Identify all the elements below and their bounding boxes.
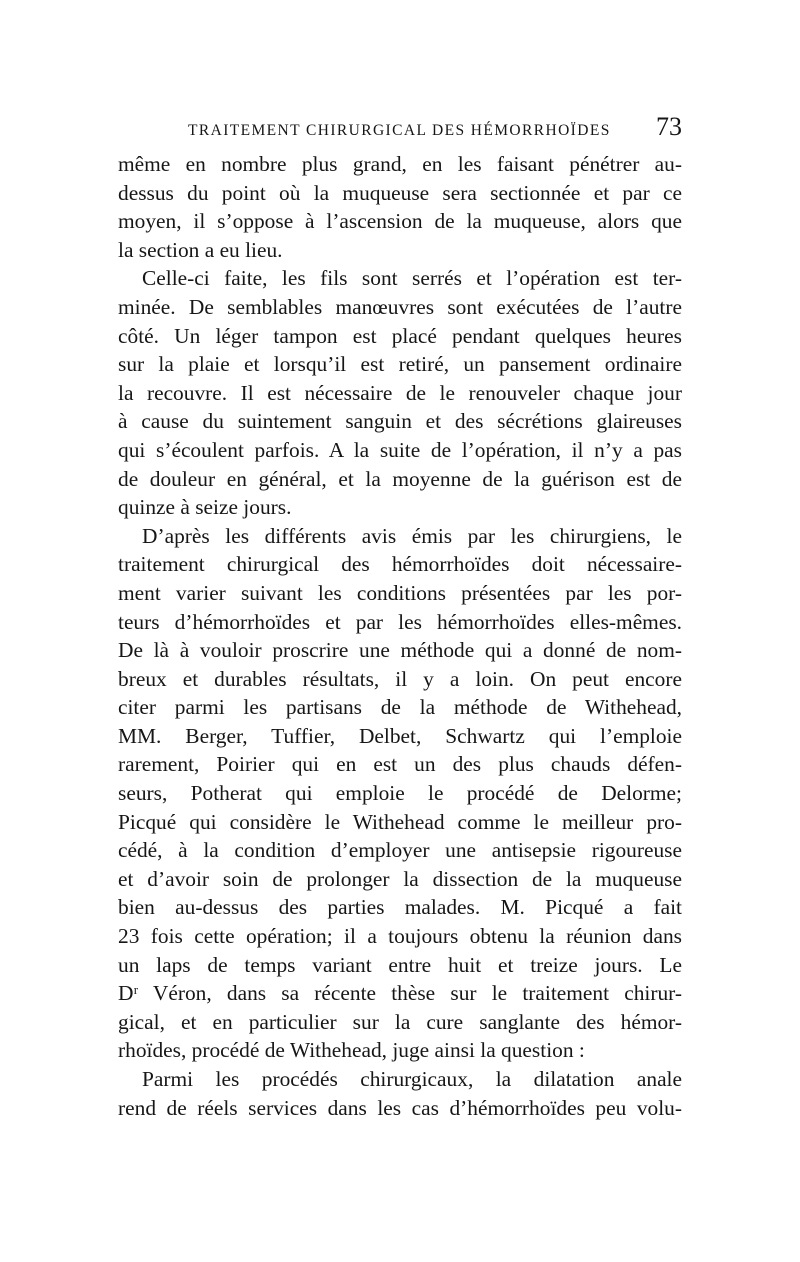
- text-line: rarement, Poirier qui en est un des plus chauds défen-: [118, 752, 682, 777]
- running-title: TRAITEMENT CHIRURGICAL DES HÉMORRHOÏDES: [188, 122, 611, 139]
- text-line: la section a eu lieu.: [118, 237, 283, 262]
- text-line: De là à vouloir proscrire une méthode qui a donné de nom-: [118, 638, 682, 663]
- text-line: un laps de temps variant entre huit et treize jours. Le: [118, 952, 682, 977]
- text-line: côté. Un léger tampon est placé pendant quelques heures: [118, 323, 682, 348]
- book-page: [118, 112, 682, 1122]
- text-line: traitement chirurgical des hémorrhoïdes doit nécessaire-: [118, 552, 682, 577]
- text-line: de douleur en général, et la moyenne de la guérison est de: [118, 466, 682, 491]
- text-line: Dʳ Véron, dans sa récente thèse sur le traitement chirur-: [118, 981, 682, 1006]
- text-line: moyen, il s’oppose à l’ascension de la muqueuse, alors que: [118, 209, 682, 234]
- page-number: 73: [656, 112, 682, 141]
- paragraph: [118, 150, 682, 264]
- running-header: [118, 112, 682, 144]
- body-text: [118, 150, 682, 1122]
- text-line: Picqué qui considère le Withehead comme le meilleur pro-: [118, 809, 682, 834]
- text-line: Celle-ci faite, les fils sont serrés et l’opération est ter-: [142, 266, 682, 291]
- text-line: 23 fois cette opération; il a toujours obtenu la réunion dans: [118, 924, 682, 949]
- text-line: la recouvre. Il est nécessaire de le renouveler chaque jour: [118, 380, 682, 405]
- text-line: teurs d’hémorrhoïdes et par les hémorrhoïdes elles-mêmes.: [118, 609, 682, 634]
- text-line: gical, et en particulier sur la cure sanglante des hémor-: [118, 1009, 682, 1034]
- paragraph: [118, 1065, 682, 1122]
- text-line: dessus du point où la muqueuse sera sectionnée et par ce: [118, 180, 682, 205]
- text-line: minée. De semblables manœuvres sont exécutées de l’autre: [118, 294, 682, 319]
- text-line: D’après les différents avis émis par les chirurgiens, le: [142, 523, 682, 548]
- text-line: bien au-dessus des parties malades. M. Picqué a fait: [118, 895, 682, 920]
- text-line: à cause du suintement sanguin et des sécrétions glaireuses: [118, 409, 682, 434]
- text-line: sur la plaie et lorsqu’il est retiré, un pansement ordinaire: [118, 352, 682, 377]
- text-line: qui s’écoulent parfois. A la suite de l’opération, il n’y a pas: [118, 437, 682, 462]
- text-line: cédé, à la condition d’employer une antisepsie rigoureuse: [118, 838, 682, 863]
- text-line: seurs, Potherat qui emploie le procédé de Delorme;: [118, 781, 682, 806]
- paragraph: [118, 264, 682, 521]
- text-line: breux et durables résultats, il y a loin. On peut encore: [118, 666, 682, 691]
- text-line: citer parmi les partisans de la méthode de Withehead,: [118, 695, 682, 720]
- text-line: rhoïdes, procédé de Withehead, juge ainsi la question :: [118, 1038, 585, 1063]
- text-line: Parmi les procédés chirurgicaux, la dilatation anale: [142, 1067, 682, 1091]
- text-line: ment varier suivant les conditions présentées par les por-: [118, 580, 682, 605]
- text-line: et d’avoir soin de prolonger la dissection de la muqueuse: [118, 866, 682, 891]
- text-line: quinze à seize jours.: [118, 495, 292, 520]
- text-line: même en nombre plus grand, en les faisant pénétrer au-: [118, 152, 682, 176]
- paragraph: [118, 522, 682, 1065]
- text-line: MM. Berger, Tuffier, Delbet, Schwartz qui l’emploie: [118, 723, 682, 748]
- text-line: rend de réels services dans les cas d’hémorrhoïdes peu volu-: [118, 1095, 682, 1120]
